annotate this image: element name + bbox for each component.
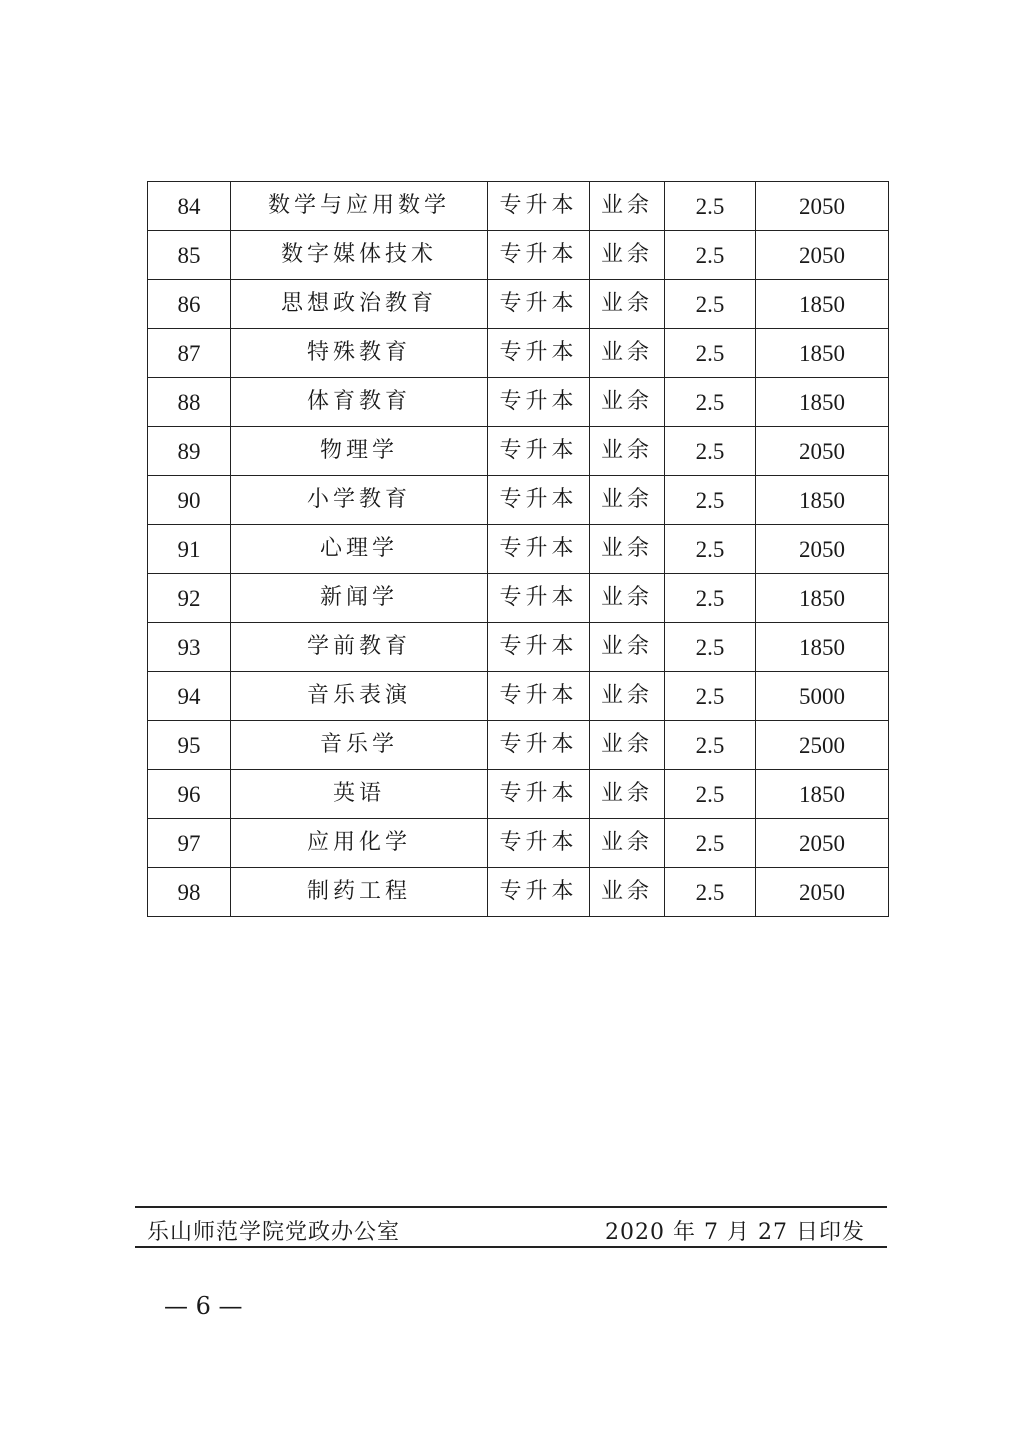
cell-level: 专升本 [488,182,590,231]
cell-duration: 2.5 [665,574,756,623]
cell-level: 专升本 [488,574,590,623]
cell-level: 专升本 [488,280,590,329]
cell-level: 专升本 [488,329,590,378]
cell-major: 数学与应用数学 [231,182,488,231]
cell-major: 小学教育 [231,476,488,525]
table-row [148,476,889,525]
page-number: — 6 — [164,1292,243,1320]
cell-major: 物理学 [231,427,488,476]
cell-duration: 2.5 [665,721,756,770]
cell-fee: 2050 [756,427,889,476]
cell-level: 专升本 [488,819,590,868]
cell-major: 新闻学 [231,574,488,623]
cell-fee: 1850 [756,623,889,672]
cell-level: 专升本 [488,672,590,721]
cell-duration: 2.5 [665,476,756,525]
cell-study-form: 业余 [590,280,665,329]
cell-number: 97 [148,819,231,868]
cell-major: 音乐表演 [231,672,488,721]
cell-study-form: 业余 [590,231,665,280]
cell-study-form: 业余 [590,819,665,868]
cell-duration: 2.5 [665,672,756,721]
cell-fee: 1850 [756,280,889,329]
cell-study-form: 业余 [590,672,665,721]
cell-level: 专升本 [488,427,590,476]
cell-number: 84 [148,182,231,231]
cell-fee: 2050 [756,819,889,868]
issue-date: 2020 年 7 月 27 日印发 [605,1220,865,1245]
table-row [148,672,889,721]
cell-number: 86 [148,280,231,329]
cell-number: 91 [148,525,231,574]
table-row [148,378,889,427]
cell-duration: 2.5 [665,770,756,819]
table-row [148,280,889,329]
fee-table [147,181,889,917]
table-row [148,819,889,868]
cell-level: 专升本 [488,623,590,672]
cell-duration: 2.5 [665,819,756,868]
cell-number: 96 [148,770,231,819]
cell-number: 98 [148,868,231,917]
cell-level: 专升本 [488,770,590,819]
cell-level: 专升本 [488,721,590,770]
cell-major: 思想政治教育 [231,280,488,329]
cell-major: 学前教育 [231,623,488,672]
issuer-office: 乐山师范学院党政办公室 [147,1220,401,1245]
cell-major: 数字媒体技术 [231,231,488,280]
cell-fee: 1850 [756,378,889,427]
cell-number: 90 [148,476,231,525]
cell-major: 英语 [231,770,488,819]
cell-number: 85 [148,231,231,280]
cell-number: 95 [148,721,231,770]
cell-level: 专升本 [488,231,590,280]
table-row [148,329,889,378]
cell-duration: 2.5 [665,280,756,329]
cell-study-form: 业余 [590,378,665,427]
cell-study-form: 业余 [590,623,665,672]
cell-duration: 2.5 [665,868,756,917]
cell-fee: 2050 [756,525,889,574]
table-row [148,721,889,770]
cell-study-form: 业余 [590,525,665,574]
cell-major: 制药工程 [231,868,488,917]
cell-study-form: 业余 [590,574,665,623]
table-row [148,770,889,819]
cell-duration: 2.5 [665,182,756,231]
cell-level: 专升本 [488,525,590,574]
cell-fee: 1850 [756,770,889,819]
table-row [148,231,889,280]
cell-study-form: 业余 [590,868,665,917]
cell-level: 专升本 [488,868,590,917]
cell-fee: 2050 [756,868,889,917]
table-row [148,182,889,231]
cell-number: 89 [148,427,231,476]
cell-fee: 1850 [756,329,889,378]
cell-level: 专升本 [488,378,590,427]
cell-number: 88 [148,378,231,427]
cell-number: 94 [148,672,231,721]
table-row [148,623,889,672]
cell-study-form: 业余 [590,182,665,231]
cell-study-form: 业余 [590,329,665,378]
table-row [148,525,889,574]
cell-study-form: 业余 [590,476,665,525]
cell-fee: 2500 [756,721,889,770]
cell-major: 音乐学 [231,721,488,770]
cell-major: 特殊教育 [231,329,488,378]
document-footer [135,1206,887,1248]
cell-major: 应用化学 [231,819,488,868]
cell-number: 92 [148,574,231,623]
cell-duration: 2.5 [665,427,756,476]
fee-table-container [147,181,888,917]
cell-fee: 2050 [756,182,889,231]
table-body [148,182,889,917]
cell-fee: 5000 [756,672,889,721]
cell-fee: 2050 [756,231,889,280]
table-row [148,868,889,917]
cell-level: 专升本 [488,476,590,525]
cell-duration: 2.5 [665,623,756,672]
cell-duration: 2.5 [665,329,756,378]
cell-duration: 2.5 [665,231,756,280]
table-row [148,574,889,623]
cell-study-form: 业余 [590,427,665,476]
cell-fee: 1850 [756,574,889,623]
cell-number: 93 [148,623,231,672]
cell-duration: 2.5 [665,378,756,427]
cell-duration: 2.5 [665,525,756,574]
cell-number: 87 [148,329,231,378]
cell-major: 心理学 [231,525,488,574]
cell-fee: 1850 [756,476,889,525]
cell-major: 体育教育 [231,378,488,427]
table-row [148,427,889,476]
cell-study-form: 业余 [590,721,665,770]
cell-study-form: 业余 [590,770,665,819]
